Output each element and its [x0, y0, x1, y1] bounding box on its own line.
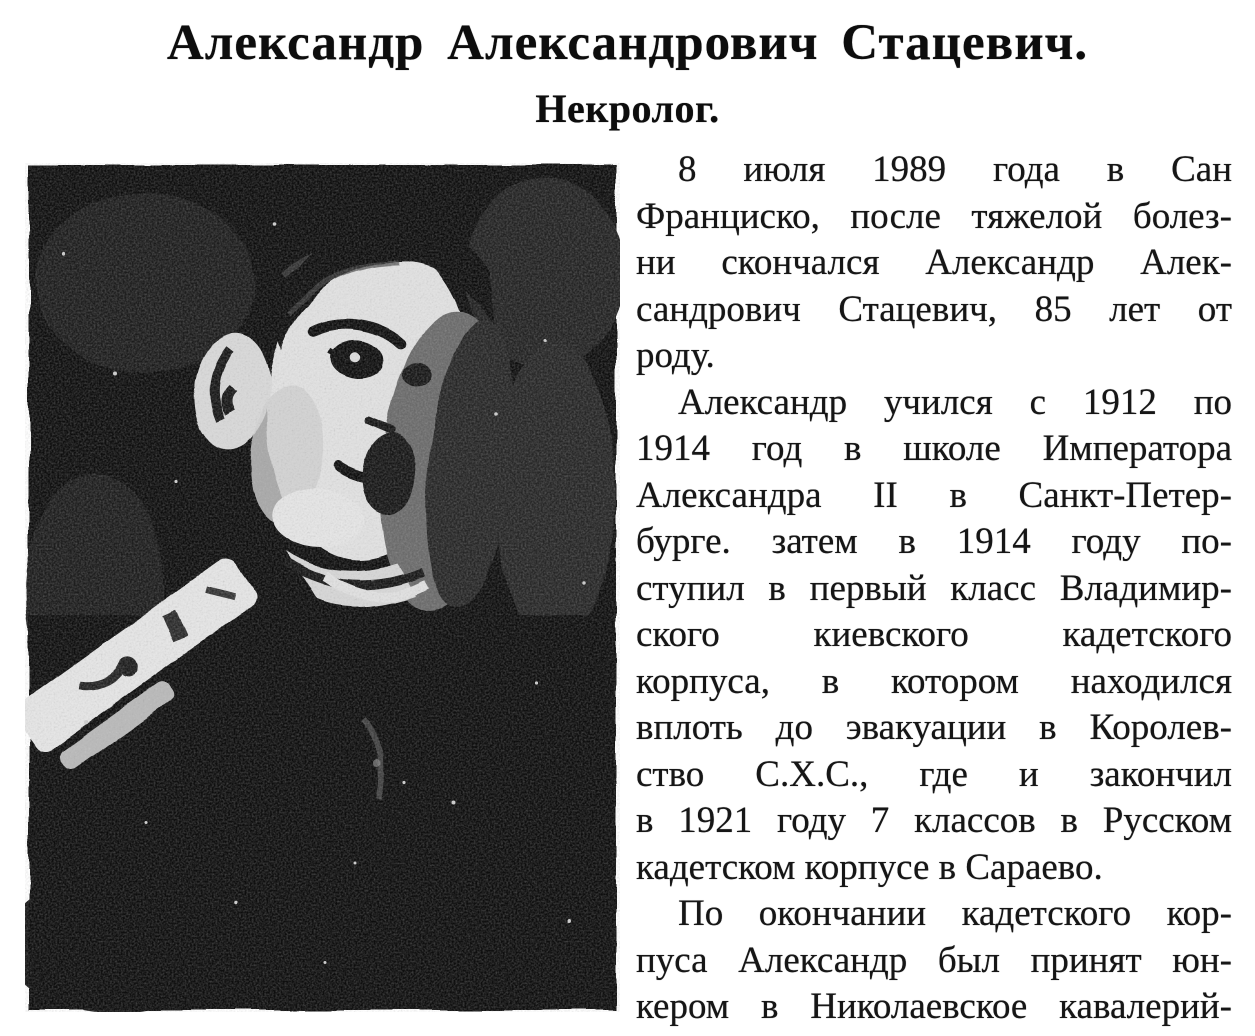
- portrait-photo: [25, 163, 620, 1012]
- text-line: ство С.Х.С., где и закончил: [636, 753, 1232, 795]
- text-line: сандрович Стацевич, 85 лет от: [636, 288, 1232, 330]
- text-line: ского киевского кадетского: [636, 614, 1232, 655]
- text-line: ступил в первый класс Владимир-: [636, 567, 1232, 609]
- text-line: ни скончался Александр Алек-: [636, 242, 1232, 283]
- text-line: По окончании кадетского кор-: [678, 893, 1232, 934]
- text-line: вплоть до эвакуации в Королев-: [636, 707, 1232, 748]
- text-line: Франциско, после тяжелой болез-: [636, 195, 1232, 237]
- text-line: кадетском корпусе в Сараево.: [636, 846, 1103, 888]
- text-line: кером в Николаевское кавалерий-: [636, 986, 1232, 1027]
- portrait-image: [25, 163, 620, 1012]
- text-line: Александра II в Санкт-Петер-: [636, 474, 1232, 516]
- paragraph: [636, 380, 1232, 892]
- paragraph: [636, 147, 1232, 380]
- text-line: 1914 год в школе Императора: [636, 428, 1232, 469]
- page-title: Александр Александрович Стацевич.: [166, 15, 1089, 71]
- text-line: пуса Александр был принят юн-: [636, 939, 1232, 981]
- text-line: корпуса, в котором находился: [636, 660, 1232, 702]
- page-subtitle: Некролог.: [535, 86, 720, 131]
- article-text: [636, 147, 1232, 1031]
- text-line: 8 июля 1989 года в Сан: [678, 149, 1232, 190]
- text-line: в 1921 году 7 классов в Русском: [636, 800, 1232, 841]
- text-line: роду.: [636, 335, 715, 376]
- text-line: бурге. затем в 1914 году по-: [636, 521, 1232, 562]
- text-line: Александр учился с 1912 по: [678, 381, 1232, 423]
- paragraph: [636, 891, 1232, 1031]
